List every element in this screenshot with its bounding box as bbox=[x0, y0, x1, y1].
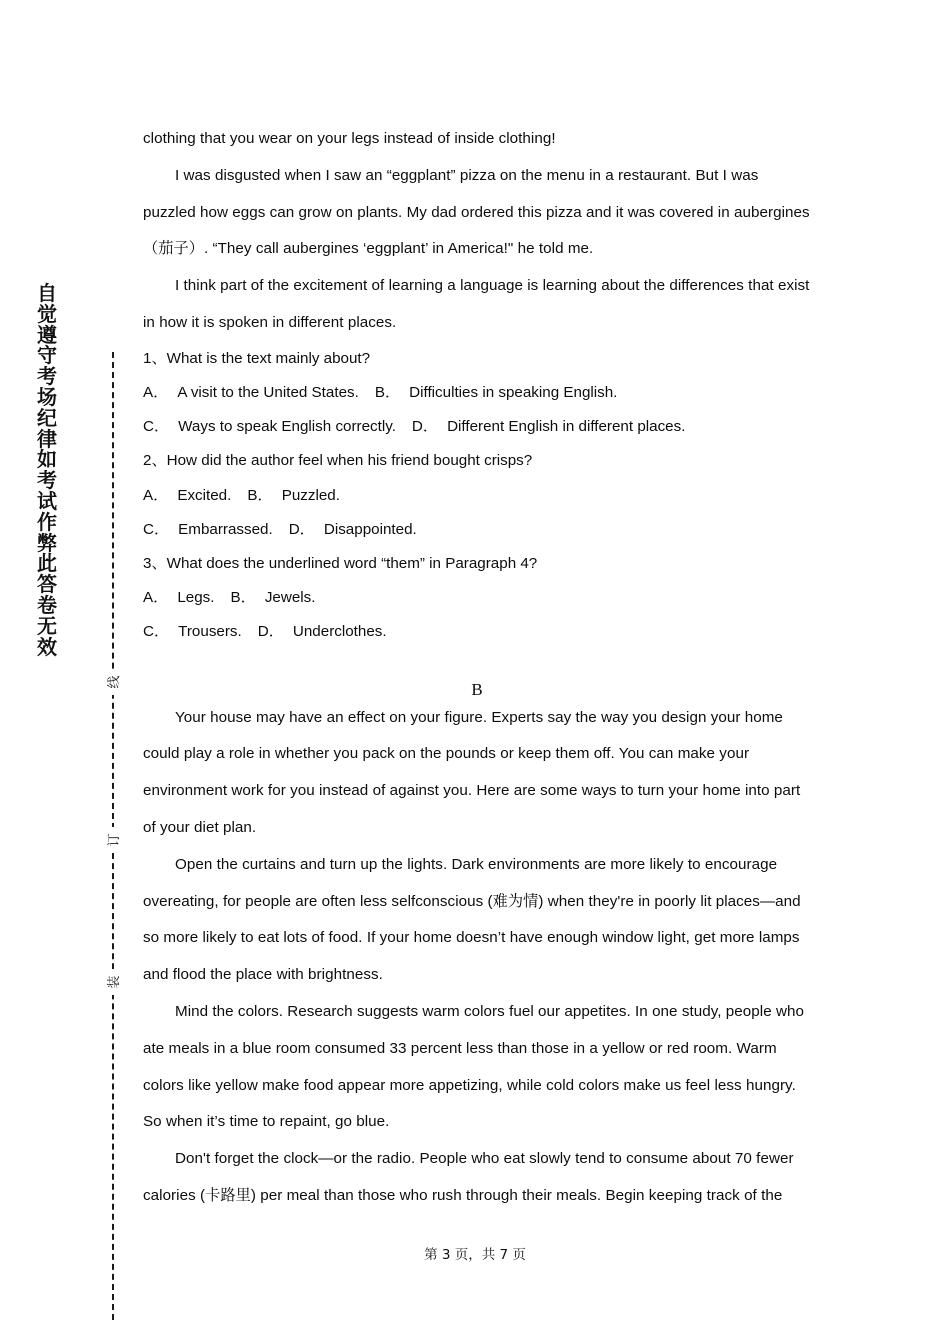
binding-char-line: 线 bbox=[102, 669, 128, 695]
option-label[interactable]: D． bbox=[288, 520, 315, 538]
passage-b-letter: B bbox=[471, 679, 483, 699]
passage-a-paragraph-1: I was disgusted when I saw an “eggplant” pizza on the menu in a restaurant. But I was puzzled how eggs can grow on plants. My dad ordered this pizza and it was covered in aubergines（茄子）. “They call aubergines ‘eggplant’ in America!" he told me. bbox=[143, 166, 810, 258]
exam-discipline-notice: 自觉遵守考场纪律如考试作弊此答卷无效 bbox=[37, 281, 57, 659]
option-text[interactable]: Difficulties in speaking English. bbox=[409, 383, 618, 401]
question-3-options-row-2 bbox=[143, 615, 811, 649]
question-2 bbox=[143, 444, 811, 478]
question-1-stem: What is the text mainly about? bbox=[166, 349, 371, 367]
option-label[interactable]: B． bbox=[230, 589, 256, 607]
option-label[interactable]: C． bbox=[143, 520, 170, 538]
option-text[interactable]: Legs. bbox=[177, 589, 215, 607]
page-footer: 第 3 页，共 7 页 bbox=[424, 1247, 526, 1263]
option-label[interactable]: C． bbox=[143, 418, 170, 436]
option-text[interactable]: Jewels. bbox=[264, 589, 316, 607]
option-label[interactable]: A． bbox=[143, 383, 169, 401]
option-label[interactable]: B． bbox=[247, 486, 273, 504]
option-text[interactable]: Embarrassed. bbox=[178, 520, 273, 538]
binding-char-pack: 装 bbox=[102, 969, 128, 995]
question-1 bbox=[143, 342, 811, 376]
option-text[interactable]: Disappointed. bbox=[323, 520, 417, 538]
option-text[interactable]: Ways to speak English correctly. bbox=[178, 418, 396, 436]
question-1-options-row-1 bbox=[143, 376, 811, 410]
option-label[interactable]: A． bbox=[143, 589, 169, 607]
question-3-number: 3、 bbox=[143, 555, 167, 572]
option-label[interactable]: C． bbox=[143, 623, 170, 641]
option-text[interactable]: Different English in different places. bbox=[447, 418, 686, 436]
option-text[interactable]: Underclothes. bbox=[292, 623, 387, 641]
question-2-options-row-1 bbox=[143, 479, 811, 513]
option-label[interactable]: D． bbox=[257, 623, 284, 641]
question-1-options-row-2 bbox=[143, 410, 811, 444]
passage-b-paragraph-1: Your house may have an effect on your figure. Experts say the way you design your home could play a role in whether you pack on the pounds or keep them off. You can make your environment work for you instead of against you. Here are some ways to turn your home into part of your diet plan. bbox=[143, 708, 801, 836]
option-label[interactable]: B． bbox=[374, 383, 401, 401]
passage-a-paragraph-2: I think part of the excitement of learning a language is learning about the differences that exist in how it is spoken in different places. bbox=[143, 277, 810, 331]
passage-a-continued-line: clothing that you wear on your legs instead of inside clothing! bbox=[143, 130, 556, 147]
binding-char-bind: 订 bbox=[102, 827, 128, 853]
passage-b-paragraph-3: Mind the colors. Research suggests warm colors fuel our appetites. In one study, people who ate meals in a blue room consumed 33 percent less than those in a yellow or red room. Warm colors like yellow make food appear more appetizing, while cold colors make us feel less hungry. So when it’s time to repaint, go blue. bbox=[143, 1002, 804, 1131]
question-3-options-row-1 bbox=[143, 581, 811, 615]
question-1-number: 1、 bbox=[143, 349, 167, 367]
option-label[interactable]: D． bbox=[411, 418, 439, 436]
passage-b-paragraph-2: Open the curtains and turn up the lights. Dark environments are more likely to encourage overeating, for people are often less selfconscious (难为情) when they're in poorly lit places—and so more likely to eat lots of food. If your home doesn’t have enough window light, get more lamps and flood the place with brightness. bbox=[143, 855, 801, 984]
option-text[interactable]: Excited. bbox=[177, 486, 232, 504]
document-body bbox=[143, 121, 811, 1215]
question-2-stem: How did the author feel when his friend bought crisps? bbox=[166, 452, 533, 470]
option-text[interactable]: Trousers. bbox=[178, 623, 242, 641]
passage-b-paragraph-4: Don't forget the clock—or the radio. People who eat slowly tend to consume about 70 fewer calories (卡路里) per meal than those who rush through their meals. Begin keeping track of the bbox=[143, 1150, 794, 1204]
option-text[interactable]: A visit to the United States. bbox=[177, 383, 359, 401]
question-3 bbox=[143, 547, 811, 581]
option-label[interactable]: A． bbox=[143, 486, 169, 504]
question-3-stem: What does the underlined word “them” in Paragraph 4? bbox=[166, 555, 538, 572]
option-text[interactable]: Puzzled. bbox=[281, 486, 340, 504]
question-2-options-row-2 bbox=[143, 513, 811, 547]
question-2-number: 2、 bbox=[143, 452, 167, 470]
